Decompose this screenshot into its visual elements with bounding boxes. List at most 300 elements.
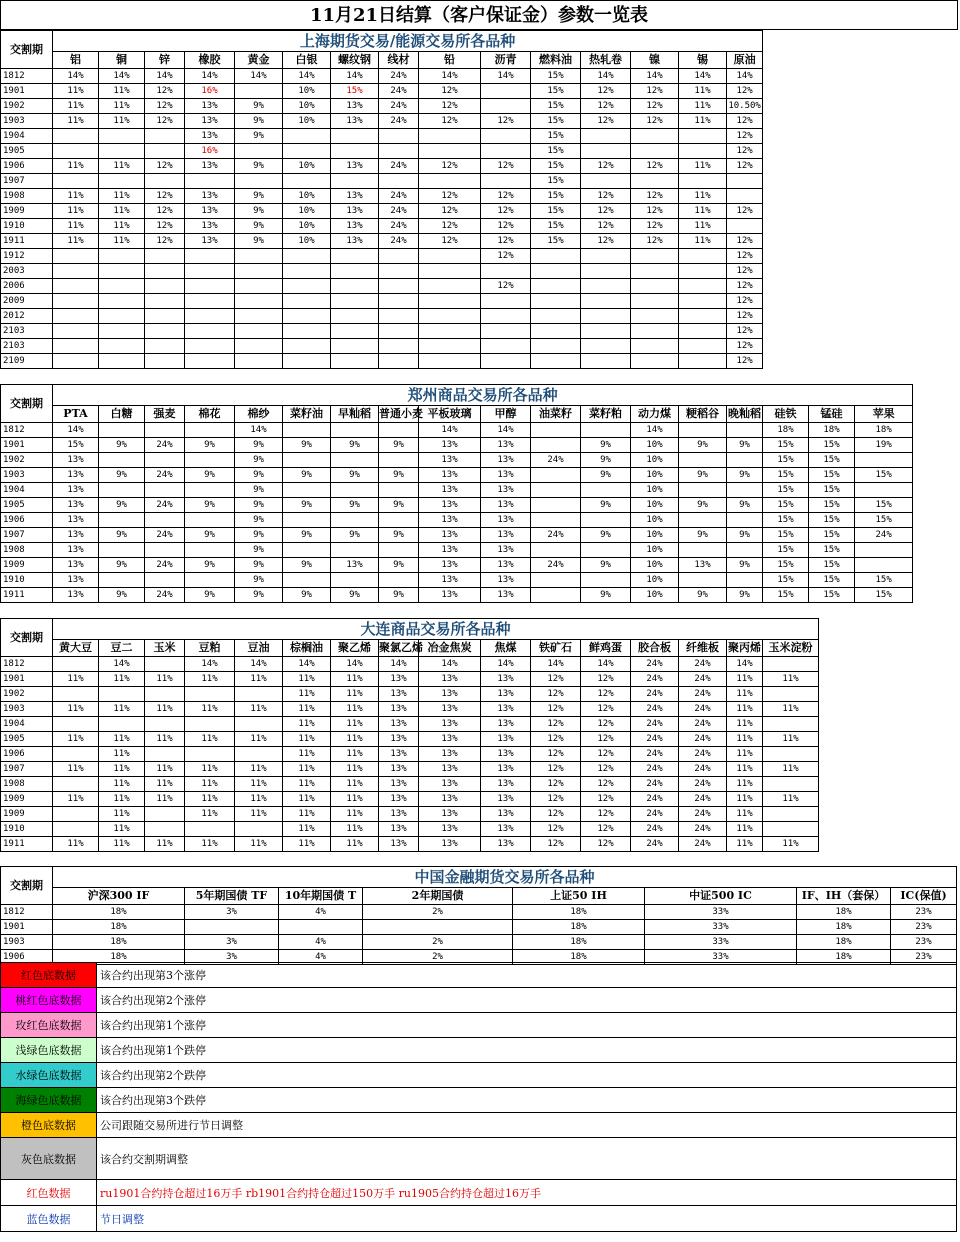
table-row <box>1 588 913 603</box>
margin-cell: 9% <box>727 468 763 483</box>
margin-cell: 13% <box>419 453 481 468</box>
margin-cell: 14% <box>631 69 679 84</box>
margin-cell <box>679 279 727 294</box>
margin-cell <box>379 264 419 279</box>
margin-cell: 11% <box>53 762 99 777</box>
margin-cell <box>727 483 763 498</box>
margin-cell <box>185 822 235 837</box>
margin-cell: 15% <box>809 453 855 468</box>
margin-cell: 12% <box>531 687 581 702</box>
margin-cell: 12% <box>631 234 679 249</box>
margin-cell <box>235 747 283 762</box>
margin-cell <box>379 324 419 339</box>
margin-cell: 15% <box>531 189 581 204</box>
margin-cell: 10.50% <box>727 99 763 114</box>
margin-cell <box>145 513 185 528</box>
margin-cell: 11% <box>679 234 727 249</box>
shfe-product-header: 铝 <box>53 52 99 69</box>
margin-cell: 13% <box>331 99 379 114</box>
delivery-month: 1812 <box>1 905 53 920</box>
margin-cell <box>581 483 631 498</box>
margin-cell <box>631 324 679 339</box>
margin-cell: 12% <box>727 234 763 249</box>
margin-cell <box>531 498 581 513</box>
margin-cell: 24% <box>631 792 679 807</box>
margin-cell: 13% <box>419 588 481 603</box>
margin-cell: 15% <box>809 528 855 543</box>
margin-cell: 11% <box>727 822 763 837</box>
margin-cell: 11% <box>763 732 819 747</box>
margin-cell: 14% <box>727 69 763 84</box>
margin-cell: 13% <box>53 453 99 468</box>
margin-cell: 13% <box>481 747 531 762</box>
margin-cell: 12% <box>581 189 631 204</box>
margin-cell: 11% <box>185 672 235 687</box>
margin-cell <box>53 717 99 732</box>
margin-cell: 15% <box>763 453 809 468</box>
margin-cell: 13% <box>481 732 531 747</box>
margin-cell <box>727 573 763 588</box>
margin-cell: 14% <box>235 657 283 672</box>
margin-cell <box>679 423 727 438</box>
margin-cell: 14% <box>283 657 331 672</box>
margin-cell: 9% <box>185 588 235 603</box>
margin-cell: 12% <box>727 264 763 279</box>
margin-cell: 11% <box>283 717 331 732</box>
margin-cell: 13% <box>379 747 419 762</box>
margin-cell: 11% <box>235 672 283 687</box>
margin-cell <box>531 339 581 354</box>
margin-cell <box>145 453 185 468</box>
margin-cell: 9% <box>235 438 283 453</box>
margin-cell <box>331 354 379 369</box>
margin-cell: 9% <box>235 543 283 558</box>
margin-cell <box>185 717 235 732</box>
delivery-month: 1909 <box>1 792 53 807</box>
shfe-product-header: 沥青 <box>481 52 531 69</box>
czce-product-header: 棉花 <box>185 406 235 423</box>
margin-cell: 11% <box>331 792 379 807</box>
margin-cell: 24% <box>379 204 419 219</box>
margin-cell <box>727 219 763 234</box>
margin-cell <box>185 279 235 294</box>
margin-cell <box>235 354 283 369</box>
margin-cell <box>531 294 581 309</box>
czce-section <box>0 384 913 603</box>
margin-cell: 9% <box>185 528 235 543</box>
margin-cell <box>99 513 145 528</box>
cffex-exchange-title: 中国金融期货交易所各品种 <box>53 867 957 888</box>
margin-cell <box>145 174 185 189</box>
margin-cell: 9% <box>581 453 631 468</box>
legend-swatch: 橙色底数据 <box>1 1113 97 1138</box>
margin-cell: 15% <box>763 573 809 588</box>
margin-cell <box>185 543 235 558</box>
margin-cell: 24% <box>379 114 419 129</box>
margin-cell: 9% <box>235 159 283 174</box>
margin-cell: 11% <box>145 777 185 792</box>
legend-swatch: 红色底数据 <box>1 963 97 988</box>
margin-cell <box>53 807 99 822</box>
margin-cell <box>581 279 631 294</box>
margin-cell: 13% <box>419 573 481 588</box>
margin-cell <box>99 249 145 264</box>
margin-cell: 15% <box>763 498 809 513</box>
margin-cell <box>331 423 379 438</box>
margin-cell <box>185 453 235 468</box>
legend-description: ru1901合约持仓超过16万手 rb1901合约持仓超过150万手 ru1905合约持仓超过16万手 <box>97 1180 957 1206</box>
margin-cell <box>855 453 913 468</box>
czce-product-header: 普通小麦 <box>379 406 419 423</box>
margin-cell <box>53 657 99 672</box>
margin-cell: 13% <box>185 99 235 114</box>
margin-cell <box>531 309 581 324</box>
margin-cell <box>331 144 379 159</box>
margin-cell <box>99 543 145 558</box>
margin-cell: 12% <box>419 204 481 219</box>
margin-cell <box>679 453 727 468</box>
margin-cell: 11% <box>185 762 235 777</box>
margin-cell <box>379 543 419 558</box>
margin-cell: 10% <box>631 543 679 558</box>
margin-cell <box>331 453 379 468</box>
delivery-month: 1901 <box>1 438 53 453</box>
margin-cell: 12% <box>631 114 679 129</box>
table-row <box>1 174 763 189</box>
margin-cell: 24% <box>145 438 185 453</box>
margin-cell: 10% <box>283 204 331 219</box>
margin-cell <box>235 264 283 279</box>
margin-cell: 11% <box>99 822 145 837</box>
margin-cell: 13% <box>481 438 531 453</box>
margin-cell <box>727 453 763 468</box>
margin-cell <box>185 573 235 588</box>
margin-cell: 18% <box>513 920 645 935</box>
margin-cell: 4% <box>279 905 363 920</box>
margin-cell: 13% <box>379 687 419 702</box>
margin-cell <box>185 294 235 309</box>
margin-cell <box>631 279 679 294</box>
table-row <box>1 702 819 717</box>
margin-cell: 10% <box>283 99 331 114</box>
cffex-product-header: IC(保值) <box>891 888 957 905</box>
margin-cell: 11% <box>145 762 185 777</box>
margin-cell: 13% <box>481 717 531 732</box>
table-row <box>1 99 763 114</box>
margin-cell: 12% <box>727 159 763 174</box>
delivery-month: 1904 <box>1 483 53 498</box>
dce-product-header: 聚氯乙烯 <box>379 640 419 657</box>
margin-cell: 13% <box>419 468 481 483</box>
margin-cell <box>53 279 99 294</box>
margin-cell: 12% <box>581 99 631 114</box>
margin-cell: 9% <box>235 588 283 603</box>
margin-cell <box>581 543 631 558</box>
delivery-month: 2103 <box>1 339 53 354</box>
margin-cell: 9% <box>581 438 631 453</box>
margin-cell: 15% <box>531 234 581 249</box>
margin-cell: 12% <box>419 189 481 204</box>
margin-cell: 13% <box>53 483 99 498</box>
delivery-month: 1904 <box>1 129 53 144</box>
margin-cell: 13% <box>419 498 481 513</box>
margin-cell <box>379 513 419 528</box>
table-row <box>1 129 763 144</box>
margin-cell <box>727 543 763 558</box>
margin-cell <box>185 354 235 369</box>
margin-cell: 23% <box>891 950 957 965</box>
czce-product-header: 动力煤 <box>631 406 679 423</box>
margin-cell <box>419 129 481 144</box>
margin-cell <box>185 324 235 339</box>
margin-cell: 13% <box>481 588 531 603</box>
legend-table <box>0 962 957 1232</box>
margin-cell <box>531 438 581 453</box>
delivery-month: 1812 <box>1 657 53 672</box>
margin-cell: 13% <box>481 573 531 588</box>
margin-cell: 14% <box>145 69 185 84</box>
margin-cell: 14% <box>185 69 235 84</box>
cffex-product-header: 上证50 IH <box>513 888 645 905</box>
margin-cell: 9% <box>379 558 419 573</box>
margin-cell <box>235 294 283 309</box>
margin-cell <box>763 747 819 762</box>
margin-cell: 10% <box>283 84 331 99</box>
margin-cell <box>185 309 235 324</box>
margin-cell: 11% <box>99 219 145 234</box>
margin-cell: 11% <box>331 672 379 687</box>
margin-cell: 14% <box>235 423 283 438</box>
margin-cell: 12% <box>631 219 679 234</box>
table-row <box>1 513 913 528</box>
czce-product-header: 油菜籽 <box>531 406 581 423</box>
cffex-product-header: 2年期国债 <box>363 888 513 905</box>
legend-row <box>1 1180 957 1206</box>
delivery-month: 1905 <box>1 144 53 159</box>
margin-cell: 9% <box>235 99 283 114</box>
table-row <box>1 777 819 792</box>
margin-cell: 11% <box>763 792 819 807</box>
margin-cell: 15% <box>855 513 913 528</box>
margin-cell <box>53 294 99 309</box>
margin-cell: 12% <box>581 837 631 852</box>
margin-cell <box>53 339 99 354</box>
legend-swatch: 红色数据 <box>1 1180 97 1206</box>
margin-cell: 13% <box>481 687 531 702</box>
delivery-month: 1911 <box>1 837 53 852</box>
table-row <box>1 717 819 732</box>
legend-row <box>1 1088 957 1113</box>
margin-cell: 12% <box>481 204 531 219</box>
margin-cell: 13% <box>419 672 481 687</box>
margin-cell: 9% <box>235 453 283 468</box>
table-row <box>1 573 913 588</box>
margin-cell: 11% <box>99 84 145 99</box>
margin-cell: 24% <box>531 558 581 573</box>
margin-cell <box>53 174 99 189</box>
margin-cell: 12% <box>631 159 679 174</box>
margin-cell <box>145 354 185 369</box>
margin-cell: 11% <box>99 762 145 777</box>
margin-cell <box>185 513 235 528</box>
legend-row <box>1 1206 957 1232</box>
table-row <box>1 920 957 935</box>
margin-cell: 12% <box>727 294 763 309</box>
margin-cell: 12% <box>581 84 631 99</box>
margin-cell <box>379 249 419 264</box>
delivery-month-header: 交割期 <box>1 619 53 657</box>
margin-cell: 24% <box>531 528 581 543</box>
margin-cell <box>331 483 379 498</box>
shfe-product-header: 铜 <box>99 52 145 69</box>
czce-exchange-title: 郑州商品交易所各品种 <box>53 385 913 406</box>
margin-cell <box>145 294 185 309</box>
margin-cell <box>481 144 531 159</box>
margin-cell: 13% <box>185 219 235 234</box>
margin-cell: 13% <box>53 498 99 513</box>
margin-cell: 13% <box>481 807 531 822</box>
margin-cell: 11% <box>727 732 763 747</box>
cffex-section <box>0 866 957 965</box>
margin-cell: 12% <box>145 204 185 219</box>
legend-swatch: 蓝色数据 <box>1 1206 97 1232</box>
margin-cell: 11% <box>185 792 235 807</box>
margin-cell <box>379 423 419 438</box>
margin-cell: 24% <box>679 702 727 717</box>
margin-cell <box>53 822 99 837</box>
margin-cell: 11% <box>727 777 763 792</box>
dce-product-header: 铁矿石 <box>531 640 581 657</box>
margin-cell: 12% <box>531 747 581 762</box>
shfe-section <box>0 30 763 369</box>
delivery-month: 1906 <box>1 747 53 762</box>
margin-cell: 14% <box>531 657 581 672</box>
margin-cell: 11% <box>283 822 331 837</box>
dce-section <box>0 618 819 852</box>
margin-cell <box>581 573 631 588</box>
shfe-table <box>0 30 763 369</box>
margin-cell: 15% <box>53 438 99 453</box>
margin-cell <box>145 129 185 144</box>
margin-cell: 13% <box>331 204 379 219</box>
margin-cell: 12% <box>481 249 531 264</box>
margin-cell <box>855 483 913 498</box>
dce-product-header: 焦煤 <box>481 640 531 657</box>
delivery-month: 2006 <box>1 279 53 294</box>
table-row <box>1 204 763 219</box>
margin-cell <box>379 483 419 498</box>
margin-cell: 18% <box>797 905 891 920</box>
margin-cell: 11% <box>235 732 283 747</box>
delivery-month: 2003 <box>1 264 53 279</box>
margin-cell <box>331 174 379 189</box>
margin-cell: 14% <box>283 69 331 84</box>
margin-cell <box>99 174 145 189</box>
legend-row <box>1 1113 957 1138</box>
legend-row <box>1 1038 957 1063</box>
margin-cell: 24% <box>679 732 727 747</box>
margin-cell <box>283 483 331 498</box>
margin-cell: 11% <box>53 114 99 129</box>
margin-cell <box>531 588 581 603</box>
margin-cell: 24% <box>145 468 185 483</box>
margin-cell <box>331 129 379 144</box>
delivery-month: 2009 <box>1 294 53 309</box>
margin-cell <box>379 354 419 369</box>
margin-cell: 11% <box>99 702 145 717</box>
margin-cell: 11% <box>727 762 763 777</box>
legend-row <box>1 988 957 1013</box>
margin-cell <box>631 354 679 369</box>
margin-cell <box>481 99 531 114</box>
margin-cell <box>419 174 481 189</box>
margin-cell: 24% <box>145 588 185 603</box>
margin-cell: 12% <box>481 279 531 294</box>
margin-cell: 15% <box>763 438 809 453</box>
margin-cell: 13% <box>379 762 419 777</box>
margin-cell <box>531 423 581 438</box>
margin-cell: 24% <box>631 747 679 762</box>
margin-cell <box>235 687 283 702</box>
margin-cell <box>283 294 331 309</box>
margin-cell: 9% <box>581 588 631 603</box>
margin-cell <box>99 717 145 732</box>
margin-cell: 13% <box>379 702 419 717</box>
margin-cell <box>145 687 185 702</box>
margin-cell: 14% <box>53 69 99 84</box>
margin-cell: 11% <box>679 84 727 99</box>
margin-cell: 13% <box>481 837 531 852</box>
margin-cell <box>631 294 679 309</box>
margin-cell <box>185 483 235 498</box>
table-row <box>1 309 763 324</box>
table-row <box>1 453 913 468</box>
dce-product-header: 玉米淀粉 <box>763 640 819 657</box>
margin-cell: 24% <box>379 159 419 174</box>
margin-cell: 15% <box>763 468 809 483</box>
margin-cell: 24% <box>631 732 679 747</box>
margin-cell: 13% <box>53 573 99 588</box>
margin-cell: 33% <box>645 905 797 920</box>
margin-cell <box>235 249 283 264</box>
margin-cell: 13% <box>379 792 419 807</box>
margin-cell <box>379 309 419 324</box>
margin-cell: 12% <box>631 99 679 114</box>
margin-cell: 11% <box>99 747 145 762</box>
margin-cell: 11% <box>53 84 99 99</box>
margin-cell <box>145 423 185 438</box>
margin-cell: 13% <box>185 129 235 144</box>
margin-cell: 11% <box>679 219 727 234</box>
margin-cell: 9% <box>235 573 283 588</box>
legend-description: 该合约出现第1个跌停 <box>97 1038 957 1063</box>
margin-cell: 11% <box>283 807 331 822</box>
margin-cell: 11% <box>185 837 235 852</box>
delivery-month: 2109 <box>1 354 53 369</box>
margin-cell: 11% <box>283 777 331 792</box>
margin-cell: 13% <box>481 558 531 573</box>
shfe-product-header: 锌 <box>145 52 185 69</box>
margin-cell <box>53 144 99 159</box>
margin-cell: 13% <box>331 558 379 573</box>
delivery-month: 1901 <box>1 920 53 935</box>
margin-cell <box>679 513 727 528</box>
margin-cell: 13% <box>379 672 419 687</box>
margin-cell: 9% <box>727 438 763 453</box>
table-row <box>1 438 913 453</box>
dce-product-header: 豆二 <box>99 640 145 657</box>
margin-cell: 9% <box>185 468 235 483</box>
